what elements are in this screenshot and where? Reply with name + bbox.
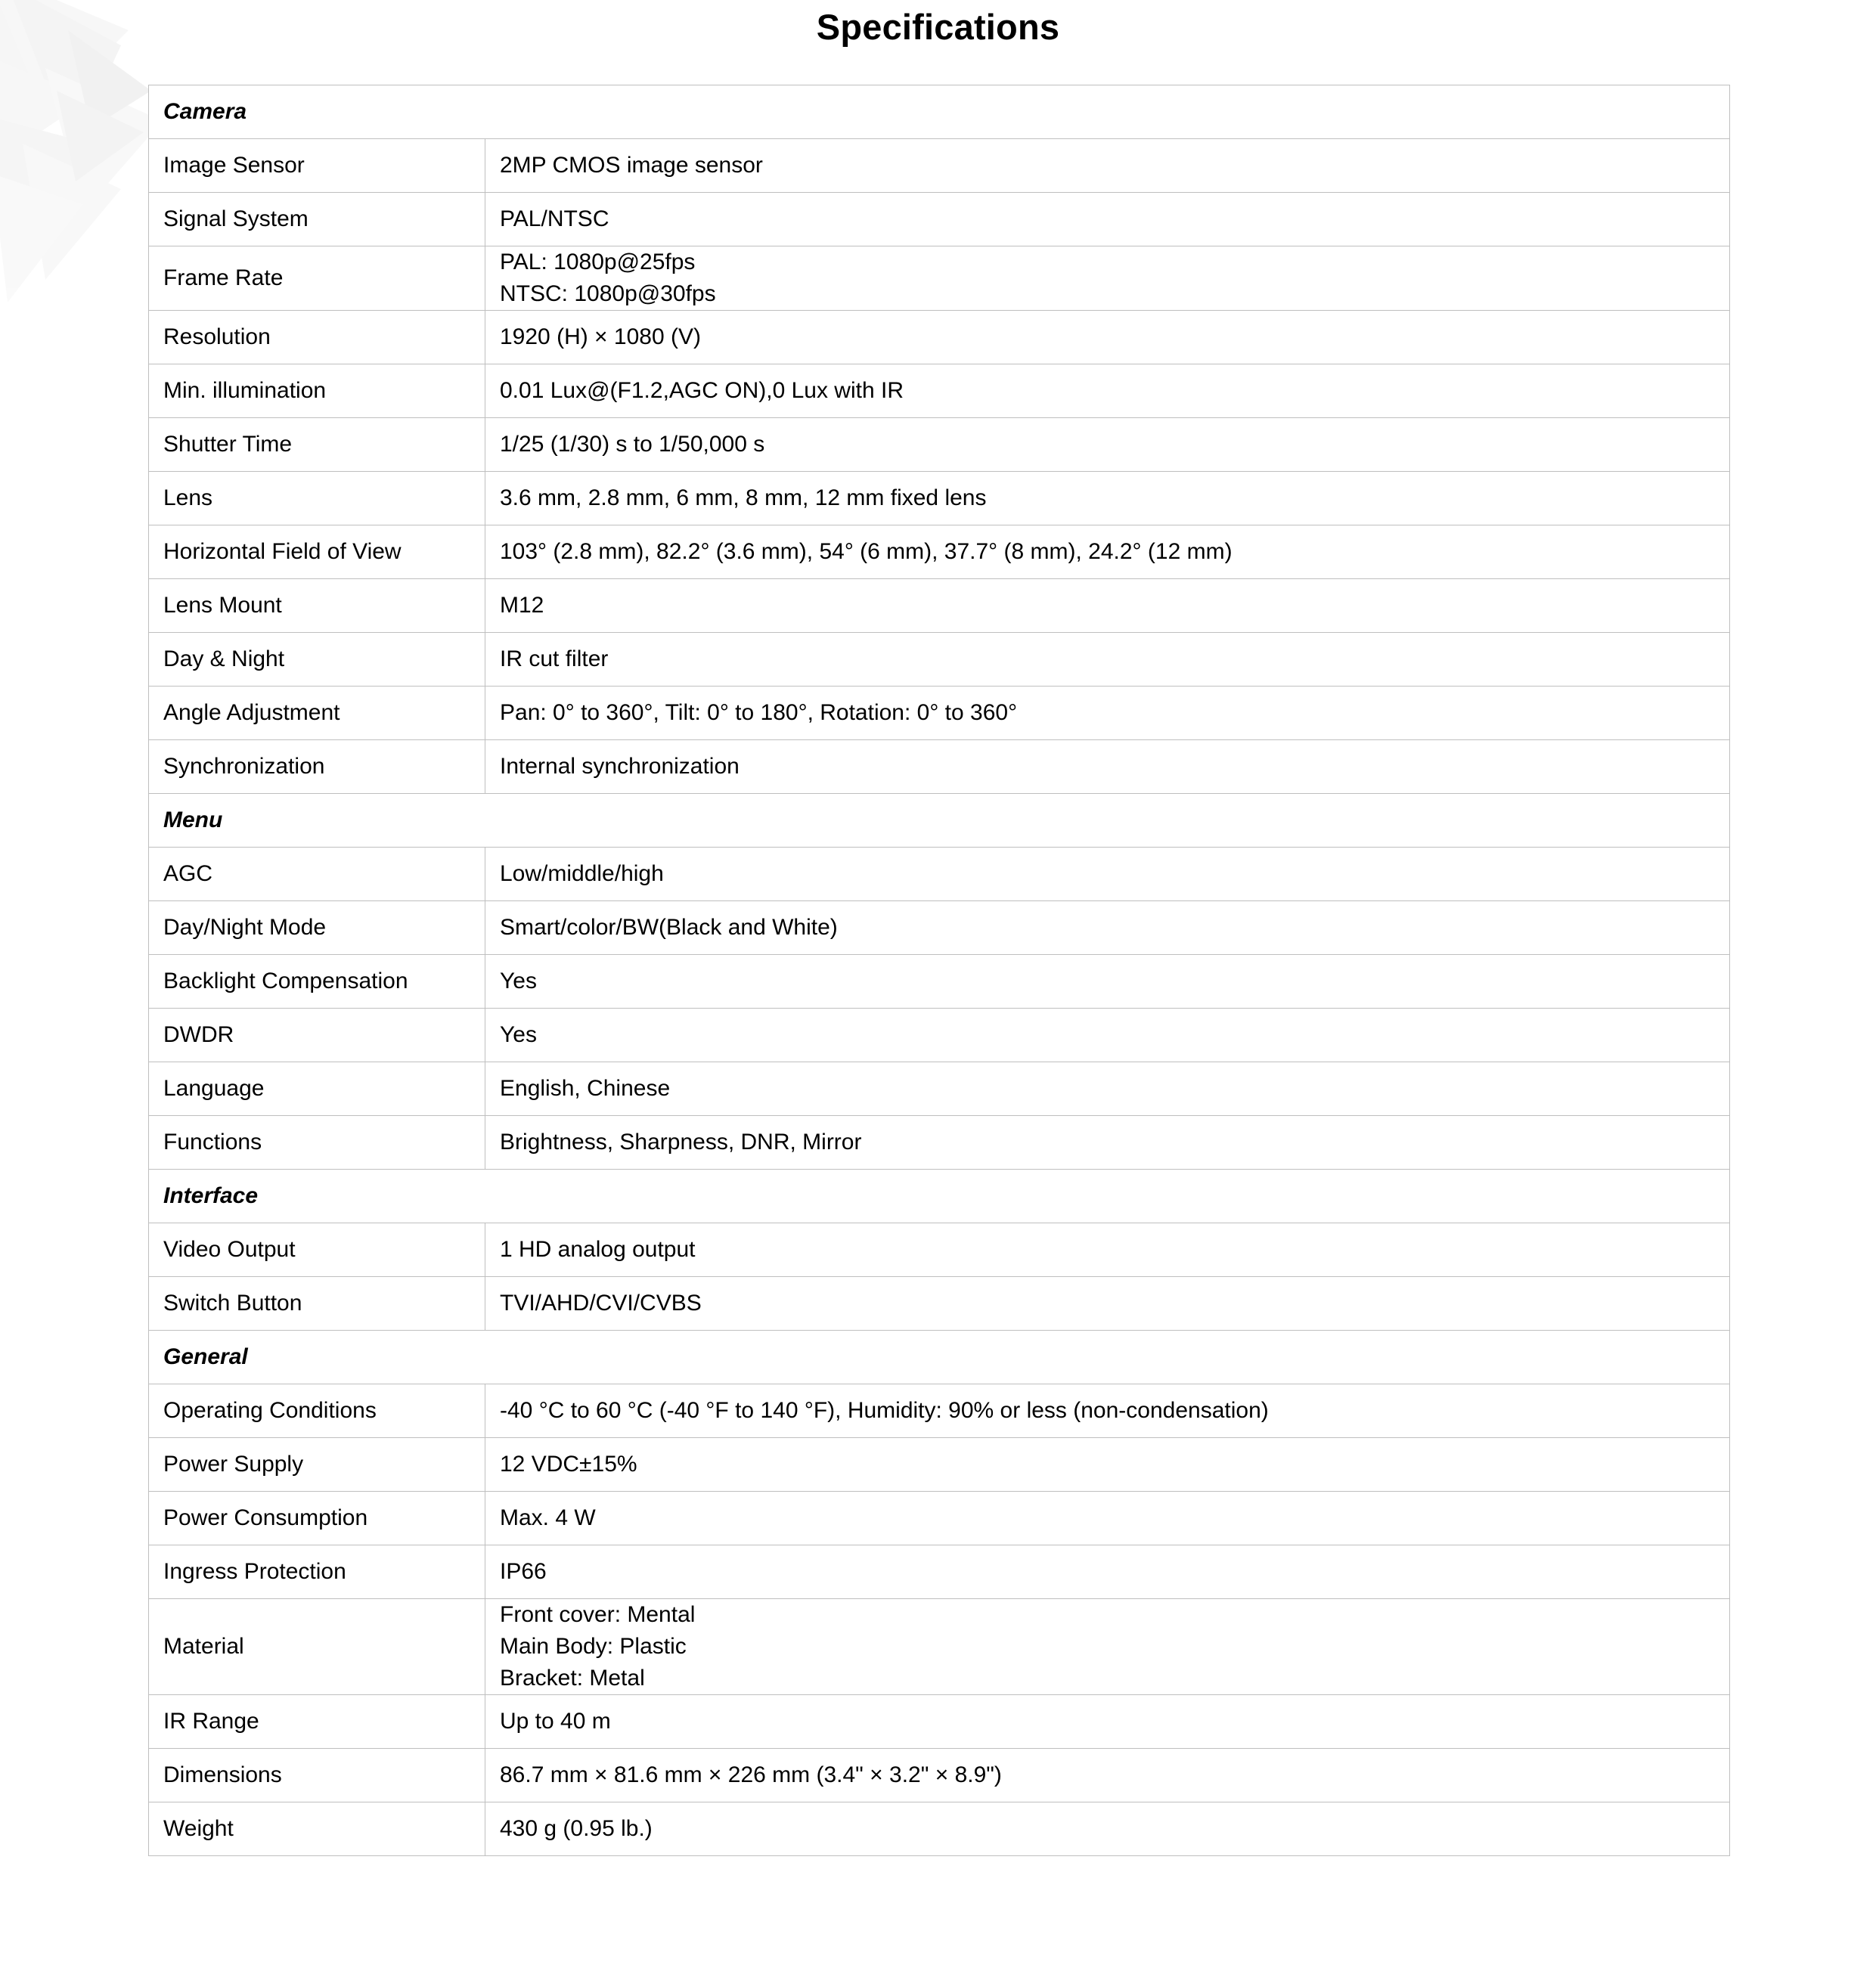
spec-label: Lens [149, 472, 485, 525]
spec-value-line: NTSC: 1080p@30fps [500, 281, 716, 306]
section-header-label: General [149, 1331, 1730, 1384]
spec-value: 2MP CMOS image sensor [485, 139, 1730, 193]
spec-label: IR Range [149, 1695, 485, 1749]
spec-value: Internal synchronization [485, 740, 1730, 794]
table-row [149, 1438, 1730, 1492]
table-row [149, 633, 1730, 687]
spec-value: English, Chinese [485, 1062, 1730, 1116]
page-title: Specifications [816, 7, 1060, 47]
spec-value: 1 HD analog output [485, 1223, 1730, 1277]
spec-value [485, 246, 1730, 311]
table-row [149, 246, 1730, 311]
spec-label: Language [149, 1062, 485, 1116]
spec-label: Min. illumination [149, 364, 485, 418]
section-header-label: Interface [149, 1170, 1730, 1223]
table-row [149, 1749, 1730, 1802]
spec-label: Lens Mount [149, 579, 485, 633]
spec-value: 430 g (0.95 lb.) [485, 1802, 1730, 1856]
table-row [149, 955, 1730, 1009]
table-row [149, 472, 1730, 525]
table-row [149, 579, 1730, 633]
spec-label: Resolution [149, 311, 485, 364]
spec-label: Day & Night [149, 633, 485, 687]
table-row [149, 1384, 1730, 1438]
spec-label: Shutter Time [149, 418, 485, 472]
spec-value [485, 1599, 1730, 1695]
spec-label: Operating Conditions [149, 1384, 485, 1438]
spec-value: 103° (2.8 mm), 82.2° (3.6 mm), 54° (6 mm), 37.7° (8 mm), 24.2° (12 mm) [485, 525, 1730, 579]
table-row [149, 1009, 1730, 1062]
table-row [149, 1545, 1730, 1599]
section-header-row [149, 85, 1730, 139]
table-row [149, 311, 1730, 364]
spec-label: Power Supply [149, 1438, 485, 1492]
spec-value: Yes [485, 955, 1730, 1009]
table-row [149, 740, 1730, 794]
spec-label: Signal System [149, 193, 485, 246]
spec-value: 1920 (H) × 1080 (V) [485, 311, 1730, 364]
spec-value: 1/25 (1/30) s to 1/50,000 s [485, 418, 1730, 472]
spec-value: PAL/NTSC [485, 193, 1730, 246]
spec-value-line: Front cover: Mental [500, 1602, 696, 1627]
spec-label: Image Sensor [149, 139, 485, 193]
table-row [149, 139, 1730, 193]
spec-value: TVI/AHD/CVI/CVBS [485, 1277, 1730, 1331]
spec-value: 3.6 mm, 2.8 mm, 6 mm, 8 mm, 12 mm fixed lens [485, 472, 1730, 525]
spec-value-line: Main Body: Plastic [500, 1634, 687, 1659]
spec-label: Synchronization [149, 740, 485, 794]
spec-value: IR cut filter [485, 633, 1730, 687]
table-row [149, 1116, 1730, 1170]
table-row [149, 1802, 1730, 1856]
section-header-row [149, 1170, 1730, 1223]
table-row [149, 848, 1730, 901]
section-header-row [149, 794, 1730, 848]
spec-value: Up to 40 m [485, 1695, 1730, 1749]
spec-label: Power Consumption [149, 1492, 485, 1545]
table-row [149, 901, 1730, 955]
table-row [149, 1223, 1730, 1277]
spec-label: Functions [149, 1116, 485, 1170]
spec-label: AGC [149, 848, 485, 901]
spec-value: Pan: 0° to 360°, Tilt: 0° to 180°, Rotation: 0° to 360° [485, 687, 1730, 740]
section-header-label: Menu [149, 794, 1730, 848]
spec-label: Video Output [149, 1223, 485, 1277]
section-header-row [149, 1331, 1730, 1384]
table-row [149, 1599, 1730, 1695]
spec-label: Ingress Protection [149, 1545, 485, 1599]
spec-label: Horizontal Field of View [149, 525, 485, 579]
spec-value-line: Bracket: Metal [500, 1666, 645, 1691]
spec-value: M12 [485, 579, 1730, 633]
table-row [149, 364, 1730, 418]
spec-value: Max. 4 W [485, 1492, 1730, 1545]
table-row [149, 525, 1730, 579]
spec-value: -40 °C to 60 °C (-40 °F to 140 °F), Humidity: 90% or less (non-condensation) [485, 1384, 1730, 1438]
spec-value: 86.7 mm × 81.6 mm × 226 mm (3.4" × 3.2" × 8.9") [485, 1749, 1730, 1802]
table-row [149, 1695, 1730, 1749]
spec-label: Dimensions [149, 1749, 485, 1802]
spec-label: Material [149, 1599, 485, 1695]
spec-value: Brightness, Sharpness, DNR, Mirror [485, 1116, 1730, 1170]
spec-label: Switch Button [149, 1277, 485, 1331]
table-row [149, 1062, 1730, 1116]
table-row [149, 1277, 1730, 1331]
spec-value: Yes [485, 1009, 1730, 1062]
table-row [149, 193, 1730, 246]
spec-value-line: PAL: 1080p@25fps [500, 250, 696, 274]
table-row [149, 418, 1730, 472]
spec-label: Frame Rate [149, 246, 485, 311]
spec-value: IP66 [485, 1545, 1730, 1599]
spec-value: Smart/color/BW(Black and White) [485, 901, 1730, 955]
spec-label: Backlight Compensation [149, 955, 485, 1009]
table-row [149, 687, 1730, 740]
spec-value: Low/middle/high [485, 848, 1730, 901]
spec-label: DWDR [149, 1009, 485, 1062]
spec-value: 12 VDC±15% [485, 1438, 1730, 1492]
spec-label: Angle Adjustment [149, 687, 485, 740]
section-header-label: Camera [149, 85, 1730, 139]
spec-label: Day/Night Mode [149, 901, 485, 955]
specifications-table [148, 85, 1730, 1856]
spec-label: Weight [149, 1802, 485, 1856]
table-row [149, 1492, 1730, 1545]
spec-value: 0.01 Lux@(F1.2,AGC ON),0 Lux with IR [485, 364, 1730, 418]
